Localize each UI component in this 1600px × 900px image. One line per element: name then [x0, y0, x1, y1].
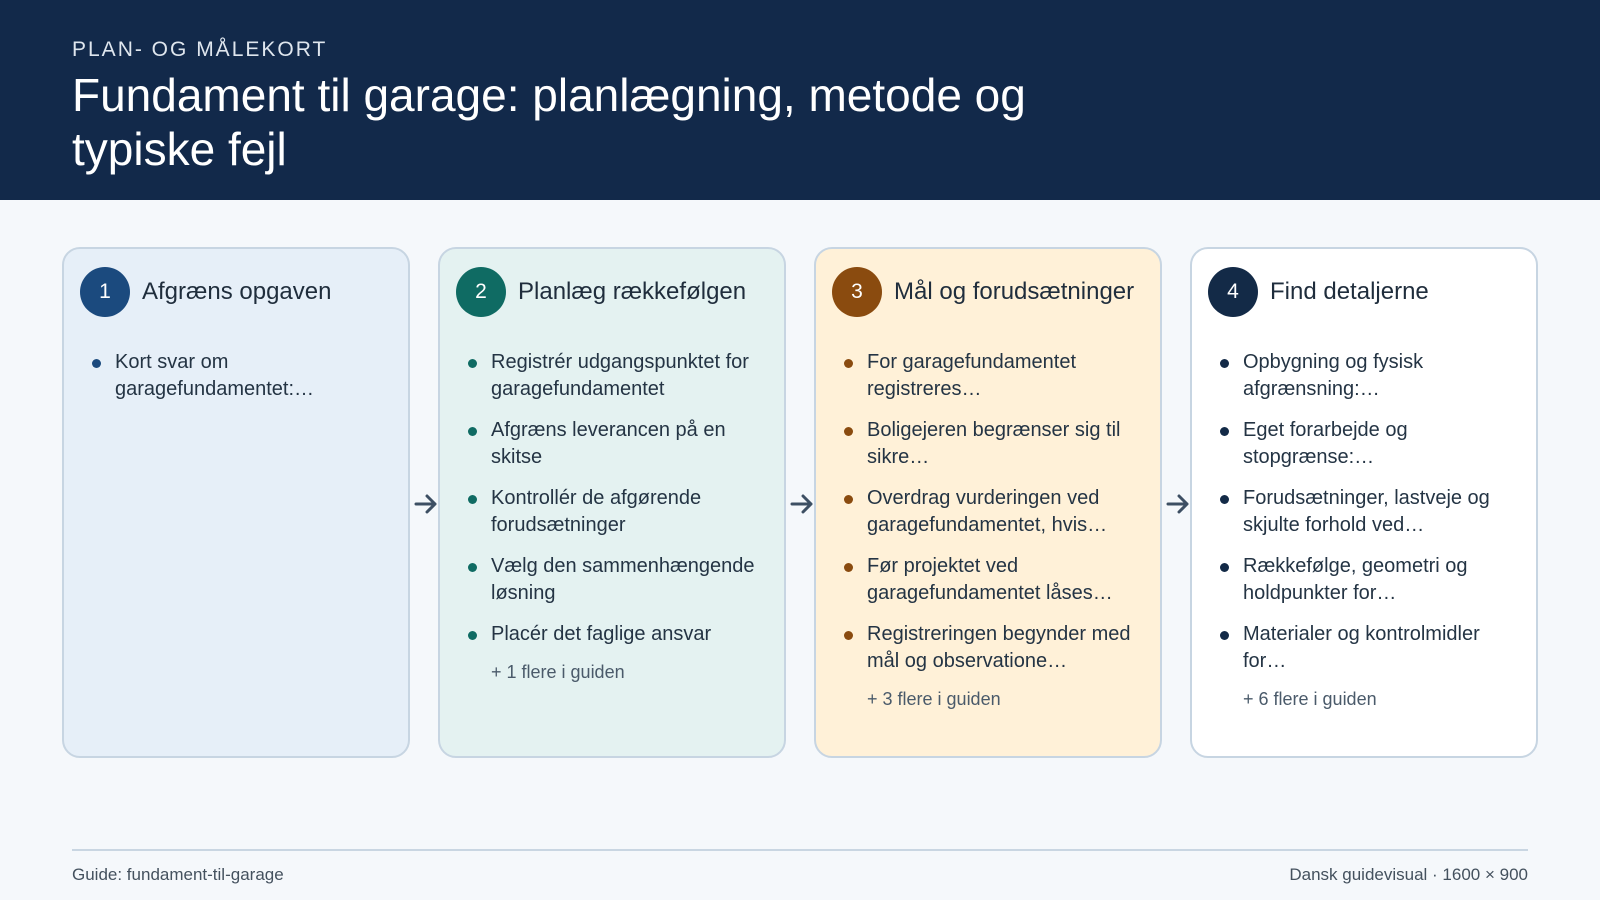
step-card-title: Planlæg rækkefølgen [518, 278, 747, 305]
list-item-text: Kontrollér de afgørende forudsætninger [491, 487, 702, 536]
page-title: Fundament til garage: planlægning, metode og typiske fejl [72, 69, 1026, 175]
step-card-2 [438, 247, 786, 758]
more-in-guide-link[interactable]: + 6 flere i guiden [1243, 689, 1377, 709]
step-item-list [468, 349, 768, 683]
list-item [1220, 621, 1520, 675]
step-number-badge: 1 [80, 267, 130, 317]
eyebrow-label: PLAN- OG MÅLEKORT [72, 38, 328, 61]
list-item [468, 485, 768, 539]
list-item [468, 417, 768, 471]
footer-divider [72, 849, 1528, 851]
step-card-header [832, 267, 1134, 317]
list-item-text: Placér det faglige ansvar [491, 623, 712, 645]
step-card-1 [62, 247, 410, 758]
list-item [1220, 417, 1520, 471]
bullet-dot-icon [92, 359, 101, 368]
header-band [0, 0, 1600, 200]
list-item-text: Forudsætninger, lastveje og skjulte forhold ved… [1243, 487, 1490, 536]
step-card-title: Mål og forudsætninger [894, 278, 1135, 305]
step-card-3 [814, 247, 1162, 758]
step-card-header [80, 267, 331, 317]
step-card-title: Find detaljerne [1270, 278, 1429, 305]
bullet-dot-icon [1220, 427, 1229, 436]
list-item-text: Vælg den sammenhængende løsning [491, 555, 755, 604]
step-item-list [1220, 349, 1520, 710]
step-number-badge: 4 [1208, 267, 1258, 317]
bullet-dot-icon [1220, 495, 1229, 504]
list-item-text: Opbygning og fysisk afgrænsning:… [1243, 351, 1424, 400]
list-item [844, 485, 1144, 539]
list-item-text: Registreringen begynder med mål og observatione… [867, 623, 1131, 672]
step-card-header [1208, 267, 1429, 317]
list-item-text: Kort svar om garagefundamentet:… [115, 351, 315, 400]
bullet-dot-icon [844, 631, 853, 640]
step-card-header [456, 267, 746, 317]
list-item [844, 621, 1144, 675]
list-item-text: Materialer og kontrolmidler for… [1243, 623, 1480, 672]
step-item-list [844, 349, 1144, 710]
arrow-right-icon [412, 490, 440, 518]
list-item [1220, 553, 1520, 607]
bullet-dot-icon [844, 563, 853, 572]
arrow-right-icon [788, 490, 816, 518]
step-item-list [92, 349, 392, 417]
arrow-right-icon [1164, 490, 1192, 518]
bullet-dot-icon [468, 427, 477, 436]
list-item-text: Overdrag vurderingen ved garagefundamentet, hvis… [867, 487, 1108, 536]
list-item-text: Boligejeren begrænser sig til sikre… [867, 419, 1121, 468]
bullet-dot-icon [468, 495, 477, 504]
bullet-dot-icon [1220, 631, 1229, 640]
list-item [1220, 349, 1520, 403]
list-item [844, 349, 1144, 403]
footer-dimensions-label: Dansk guidevisual · 1600 × 900 [1289, 865, 1528, 884]
bullet-dot-icon [844, 427, 853, 436]
list-item-text: Rækkefølge, geometri og holdpunkter for… [1243, 555, 1468, 604]
list-item [92, 349, 392, 403]
list-item-text: For garagefundamentet registreres… [867, 351, 1077, 400]
bullet-dot-icon [844, 495, 853, 504]
list-item-text: Før projektet ved garagefundamentet låses… [867, 555, 1113, 604]
step-card-4 [1190, 247, 1538, 758]
step-number-badge: 3 [832, 267, 882, 317]
step-number-badge: 2 [456, 267, 506, 317]
list-item-text: Afgræns leverancen på en skitse [491, 419, 726, 468]
footer-guide-label: Guide: fundament-til-garage [72, 865, 284, 884]
list-item-text: Registrér udgangspunktet for garagefundamentet [491, 351, 749, 400]
bullet-dot-icon [1220, 563, 1229, 572]
more-in-guide-link[interactable]: + 1 flere i guiden [491, 662, 625, 682]
list-item [1220, 485, 1520, 539]
bullet-dot-icon [468, 359, 477, 368]
list-item-text: Eget forarbejde og stopgrænse:… [1243, 419, 1408, 468]
bullet-dot-icon [468, 631, 477, 640]
more-in-guide-link[interactable]: + 3 flere i guiden [867, 689, 1001, 709]
bullet-dot-icon [468, 563, 477, 572]
step-card-title: Afgræns opgaven [142, 278, 332, 305]
bullet-dot-icon [844, 359, 853, 368]
list-item [468, 553, 768, 607]
list-item [468, 621, 768, 648]
list-item [844, 553, 1144, 607]
list-item [468, 349, 768, 403]
list-item [844, 417, 1144, 471]
bullet-dot-icon [1220, 359, 1229, 368]
